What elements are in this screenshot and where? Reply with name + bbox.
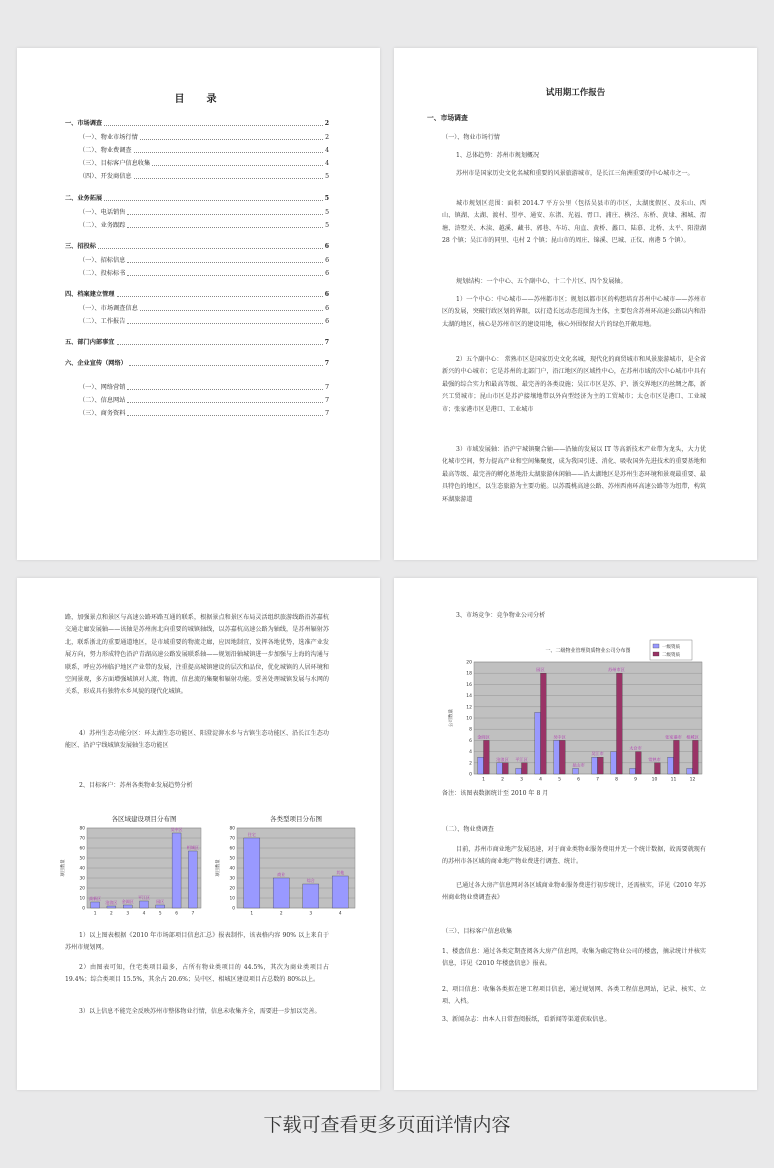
paragraph: 城市规划区范围：面积 2014.7 平方公里（包括吴县市的市区，太湖度假区、及东山、西山、镇湖、太湖、渡村、望亭、通安、东渚、光福、胥口、浦庄、横泾、东桥、黄埭、湘城、渭塘、浒墅关、木渎、越溪、藏书、郭巷、车坊、甪直、黄桥、蠡口、陆慕、北桥、太平、阳澄湖 28 个镇；吴江市的同里、屯村 2 个镇；昆山市的周庄、锦溪、巴城、正仪、南港 5 个镇）。	[442, 200, 706, 245]
toc-entry[interactable]	[79, 382, 329, 391]
toc-entry[interactable]	[65, 241, 329, 250]
toc-entry[interactable]	[65, 193, 329, 202]
topic-heading: 1、总体趋势：苏州市规划概况	[456, 152, 540, 159]
chart-bar	[573, 768, 579, 774]
x-tick-label: 10	[651, 777, 658, 783]
x-tick-label: 1	[93, 911, 97, 917]
toc-leader-dots	[117, 344, 323, 345]
toc-page-number: 5	[324, 195, 329, 202]
toc-leader-dots	[127, 389, 323, 390]
toc-entry[interactable]	[79, 171, 329, 180]
section-heading: 一、市场调查	[427, 114, 468, 122]
toc-entry-label: （四）、开发商信息	[79, 173, 132, 180]
page-three	[17, 578, 380, 1090]
toc-entry[interactable]	[79, 158, 329, 167]
y-axis-label: 项目数量	[216, 859, 221, 877]
chart-bar	[535, 712, 541, 774]
y-tick-label: 40	[79, 866, 85, 872]
data-label: 平江区	[138, 895, 150, 900]
data-label: 综合	[306, 878, 315, 883]
toc-page-number: 2	[325, 134, 329, 141]
data-label: 金阊区	[121, 899, 134, 904]
toc-entry[interactable]	[79, 220, 329, 229]
data-label: 沧浪区	[105, 900, 118, 905]
toc-entry-label: （二）、信息网站	[79, 397, 126, 404]
y-tick-label: 50	[229, 856, 235, 862]
page-table-of-contents	[17, 48, 380, 560]
paragraph: 2）由图表可知，住宅类项目最多，占所有物业类项目的 44.5%，其次为商业类项目占 19.4%；综合类项目 15.5%，其余占 20.6%；吴中区、相城区建设项目占总数的 80%以上。	[65, 964, 329, 984]
property-company-chart	[444, 638, 706, 788]
toc-entry-label: （一）、招标信息	[79, 257, 126, 264]
toc-page-number: 5	[325, 222, 329, 229]
y-tick-label: 0	[469, 772, 472, 778]
chart-title: 各类型项目分布图	[270, 815, 322, 823]
toc-leader-dots	[127, 214, 323, 215]
data-label: 园区	[156, 899, 165, 904]
toc-entry[interactable]	[65, 337, 329, 346]
toc-page-number: 6	[325, 305, 329, 312]
x-tick-label: 8	[615, 777, 618, 783]
toc-entry-label: （三）、商务资料	[79, 410, 126, 417]
toc-entry[interactable]	[65, 358, 329, 367]
toc-entry-label: （一）、物业市场行情	[79, 134, 138, 141]
toc-entry-label: 二、业务拓展	[65, 195, 103, 202]
chart-bar	[611, 752, 617, 774]
y-tick-label: 2	[469, 761, 472, 767]
x-tick-label: 11	[670, 777, 677, 783]
x-tick-label: 12	[689, 777, 696, 783]
y-tick-label: 18	[466, 671, 472, 677]
chart-bar	[303, 884, 319, 908]
y-tick-label: 80	[79, 826, 85, 832]
toc-entry[interactable]	[79, 408, 329, 417]
y-tick-label: 30	[229, 876, 235, 882]
toc-page-number: 6	[325, 318, 329, 325]
toc-entry-label: 四、档案建立管理	[65, 291, 115, 298]
x-tick-label: 4	[539, 777, 542, 783]
toc-leader-dots	[127, 323, 323, 324]
paragraph: 3）市域发展轴：沿沪宁城镇聚合轴——沿轴的发展以 IT 等高新技术产业带为龙头，大力优化城市空间，努力提高产业和空间集聚度，成为我国引进、消化、吸收国外先进技术的重要基地和最高等级、最完善的孵化基地沿太湖旅游休闲轴——沿太湖地区是苏州生态环境和景观最重要、最具特色的地区，以生态旅游为主要功能。以苏震桃高速公路、苏州西南环高速公路等为纽带，构筑环湖旅游道	[442, 446, 706, 503]
legend-label: 二级资质	[662, 653, 680, 658]
y-tick-label: 40	[229, 866, 235, 872]
download-more-prompt[interactable]: 下载可查看更多页面详情内容	[263, 1114, 511, 1136]
toc-entry[interactable]	[79, 303, 329, 312]
x-tick-label: 3	[309, 911, 313, 917]
toc-entry-label: 一、市场调查	[65, 120, 103, 127]
paragraph: 目前，苏州市商业地产发展迅速，对于商业类物业服务费用并无一个统计数据，故需要就现有的苏州市各区域的商业地产物业费进行调查、统计。	[442, 846, 706, 866]
toc-title: 目 录	[174, 94, 223, 105]
toc-page-number: 4	[325, 147, 329, 154]
toc-entry[interactable]	[79, 132, 329, 141]
toc-entry[interactable]	[79, 316, 329, 325]
toc-entry-label: （一）、网络营销	[79, 384, 126, 391]
toc-leader-dots	[127, 227, 323, 228]
paragraph: 1、楼盘信息：通过各类定期查阅各大房产信息网，收集为确定物业公司的楼盘，摘录统计并核实信息，详见《2010 年楼盘信息》报表。	[442, 948, 706, 968]
chart-bar	[332, 876, 348, 908]
y-tick-label: 10	[79, 896, 85, 902]
data-label: 沧浪区	[496, 756, 509, 762]
toc-page-number: 7	[324, 360, 329, 367]
toc-leader-dots	[104, 125, 323, 126]
chart-bar	[674, 740, 680, 774]
data-label: 平江区	[515, 756, 528, 762]
x-tick-label: 2	[501, 777, 504, 783]
chart-bar	[140, 901, 149, 908]
toc-entry-label: （一）、电话销售	[79, 209, 126, 216]
data-label: 昆山市	[572, 762, 585, 768]
toc-leader-dots	[140, 139, 323, 140]
y-tick-label: 4	[469, 750, 472, 756]
chart-bar	[636, 752, 642, 774]
x-tick-label: 5	[158, 911, 162, 917]
toc-entry[interactable]	[79, 255, 329, 264]
data-label: 园区	[536, 667, 545, 673]
toc-leader-dots	[134, 152, 323, 153]
data-label: 商业	[277, 872, 286, 877]
toc-page-number: 7	[325, 384, 329, 391]
x-tick-label: 1	[250, 911, 254, 917]
toc-page-number: 7	[325, 397, 329, 404]
paragraph: 1）一个中心：中心城市——苏州都市区；规划以都市区的构想培育苏州中心城市——苏州市区的发展，突破行政区划的界限，以打造长远动态范围为主体，主要包含苏州环高速公路以内和沿太湖的地区，核心是苏州市区的建设用地，核心外围保留大片的绿色开敞用地。	[442, 296, 706, 328]
y-tick-label: 20	[229, 886, 235, 892]
toc-entry-label: （二）、物业费调查	[79, 147, 132, 154]
toc-entry-label: （二）、业务跟踪	[79, 222, 126, 229]
x-tick-label: 6	[175, 911, 178, 917]
toc-page-number: 6	[325, 257, 329, 264]
y-tick-label: 80	[229, 826, 235, 832]
chart-bar	[503, 763, 509, 774]
type-project-chart	[213, 810, 363, 920]
toc-leader-dots	[134, 178, 323, 179]
x-tick-label: 9	[634, 777, 637, 783]
chart-bar	[478, 757, 484, 774]
legend-swatch	[653, 652, 659, 656]
paragraph: 规划结构：一个中心、五个副中心、十二个片区、四个发展轴。	[456, 278, 627, 285]
toc-entry-label: 六、企业宣传（网络）	[65, 360, 127, 367]
y-tick-label: 12	[466, 705, 472, 711]
y-tick-label: 50	[79, 856, 85, 862]
data-label: 金阊区	[477, 734, 490, 740]
paragraph: 3）以上信息不能完全反映苏州市整体物业行情，信息未收集齐全，需要进一步加以完善。	[79, 1008, 321, 1015]
toc-page-number: 6	[324, 291, 329, 298]
toc-leader-dots	[127, 402, 323, 403]
toc-page-number: 5	[325, 209, 329, 216]
toc-leader-dots	[140, 310, 323, 311]
y-tick-label: 10	[229, 896, 235, 902]
chart-bar	[560, 740, 566, 774]
chart-bar	[188, 851, 197, 908]
toc-page-number: 5	[325, 173, 329, 180]
district-project-chart	[57, 810, 207, 920]
paragraph: 2）五个副中心： 常熟市区是国家历史文化名城，现代化的商贸城市和风景旅游城市，是全省新兴的中心城市；它是苏州的北部门户，沿江地区的区域性中心，在苏州市域的次中心城市中具有最强的综合实力和最高等级、最完善的各类设施；吴江市区是苏、沪、浙交界地区的丝绸之都，新兴工贸城市；昆山市区是苏沪接壤地带以外向型经济为主的工贸城市；太仓市区是港口、工业城市；张家港市区是港口、工业城市	[442, 356, 706, 413]
y-tick-label: 10	[466, 716, 472, 722]
chart-bar	[91, 902, 100, 908]
data-label: 常熟市	[648, 756, 661, 762]
x-tick-label: 2	[279, 911, 283, 917]
y-tick-label: 20	[79, 886, 85, 892]
paragraph: 3、新闻杂志：由本人日常查阅报纸，看新闻等渠道获取信息。	[442, 1016, 611, 1023]
chart-bar	[107, 906, 116, 908]
toc-leader-dots	[98, 248, 323, 249]
paragraph: 2、项目信息：收集各类拟在建工程项目信息，通过规划网、各类工程信息网站，记录、核实、立项、入档。	[442, 986, 706, 1006]
paragraph: 已通过各大房产信息网对各区域商业物业服务费进行初步统计，还需核实，详见《2010 年苏州商业物业费调查表》	[442, 882, 706, 902]
chart-title: 各区域建设项目分布图	[111, 815, 177, 823]
toc-leader-dots	[127, 415, 323, 416]
x-tick-label: 6	[577, 777, 580, 783]
chart-bar	[592, 757, 598, 774]
report-title: 试用期工作报告	[545, 88, 606, 98]
chart-bar	[484, 740, 490, 774]
toc-entry-label: 三、招投标	[65, 243, 96, 250]
page-work-report	[394, 48, 757, 560]
x-tick-label: 3	[126, 911, 130, 917]
x-tick-label: 3	[520, 777, 523, 783]
x-tick-label: 1	[482, 777, 485, 783]
toc-entry[interactable]	[79, 268, 329, 277]
toc-page-number: 6	[324, 243, 329, 250]
chart-bar	[123, 905, 132, 908]
toc-leader-dots	[129, 365, 323, 366]
chart-bar	[522, 763, 528, 774]
chart-bar	[273, 878, 289, 908]
toc-entry-label: （二）、投标标书	[79, 270, 126, 277]
y-tick-label: 60	[79, 846, 85, 852]
data-label: 相城区	[186, 845, 199, 850]
chart-bar	[655, 763, 661, 774]
y-tick-label: 70	[229, 836, 235, 842]
data-label: 吴中区	[170, 827, 183, 832]
paragraph: 1）以上图表根据《2010 年市场部项目信息汇总》报表制作，该表格内容 90% 以上来自于苏州市规划网。	[65, 932, 329, 952]
chart-bar	[156, 905, 165, 908]
y-tick-label: 14	[466, 694, 472, 700]
paragraph: 4）苏州生态功能分区：环太湖生态功能区、阳澄淀泖水乡与古镇生态功能区、沿长江生态功能区、沿沪宁线城镇发展轴生态功能区	[65, 730, 329, 750]
toc-entry-label: 五、部门内部事宜	[65, 339, 115, 346]
x-tick-label: 4	[142, 911, 146, 917]
topic-heading: 2、目标客户：苏州各类物业发展趋势分析	[79, 782, 193, 789]
toc-page-number: 4	[325, 160, 329, 167]
y-tick-label: 60	[229, 846, 235, 852]
y-tick-label: 20	[466, 660, 472, 666]
toc-entry[interactable]	[65, 289, 329, 298]
page-four	[394, 578, 757, 1090]
chart-bar	[541, 673, 547, 774]
x-tick-label: 7	[596, 777, 599, 783]
x-tick-label: 7	[191, 911, 195, 917]
chart-bar	[630, 768, 636, 774]
toc-entry-label: （一）、市场调查信息	[79, 305, 138, 312]
toc-leader-dots	[152, 165, 323, 166]
chart-bar	[617, 673, 623, 774]
y-tick-label: 0	[232, 906, 235, 912]
toc-page-number: 2	[324, 120, 329, 127]
y-tick-label: 0	[82, 906, 85, 912]
chart-bar	[516, 768, 522, 774]
y-axis-label: 公司数量	[449, 709, 454, 727]
x-tick-label: 4	[338, 911, 342, 917]
chart-bar	[598, 757, 604, 774]
toc-leader-dots	[104, 200, 323, 201]
toc-leader-dots	[127, 275, 323, 276]
chart-bar	[668, 757, 674, 774]
legend-label: 一级资质	[662, 645, 680, 650]
y-tick-label: 70	[79, 836, 85, 842]
chart-bar	[687, 768, 693, 774]
topic-heading: 3、市场竞争：竞争物业公司分析	[456, 612, 546, 619]
paragraph: 苏州市是国家历史文化名城和重要的风景旅游城市，是长江三角洲重要的中心城市之一。	[456, 170, 694, 177]
toc-entry[interactable]	[79, 207, 329, 216]
toc-entry[interactable]	[79, 145, 329, 154]
toc-leader-dots	[117, 296, 323, 297]
legend-swatch	[653, 644, 659, 648]
chart-bar	[497, 763, 503, 774]
chart-bar	[693, 740, 699, 774]
chart-bar	[172, 833, 181, 908]
y-tick-label: 30	[79, 876, 85, 882]
y-tick-label: 6	[469, 738, 472, 744]
toc-entry-label: （二）、工作报告	[79, 318, 126, 325]
subsection-heading: （一）、物业市场行情	[442, 134, 500, 141]
data-label: 吴江市	[591, 751, 604, 757]
toc-entry[interactable]	[65, 118, 329, 127]
subsection-heading: （二）、物业费调查	[442, 826, 494, 833]
data-label: 太仓市	[629, 745, 642, 751]
toc-leader-dots	[127, 262, 323, 263]
x-tick-label: 5	[558, 777, 561, 783]
x-tick-label: 2	[110, 911, 113, 917]
y-axis-label: 项目数量	[61, 859, 66, 877]
y-tick-label: 16	[466, 682, 472, 688]
data-label: 其他	[336, 870, 345, 875]
toc-page-number: 6	[325, 270, 329, 277]
toc-page-number: 7	[325, 410, 329, 417]
data-label: 苏州市区	[608, 667, 625, 673]
subsection-heading: （三）、目标客户信息收集	[442, 928, 513, 935]
chart-legend	[650, 640, 692, 660]
toc-entry[interactable]	[79, 395, 329, 404]
toc-entry-label: （三）、目标客户信息收集	[79, 160, 151, 167]
chart-bar	[554, 740, 560, 774]
y-tick-label: 8	[469, 727, 472, 733]
data-label: 张家港市	[665, 734, 682, 740]
data-label: 相城区	[686, 734, 699, 740]
chart-title: 一、二级物业管理资质物业公司分布图	[545, 648, 631, 654]
toc-page-number: 7	[324, 339, 329, 346]
data-label: 住宅	[247, 832, 256, 837]
paragraph: 路，加强景点和景区与高速公路环路互通的联系，根据景点和景区布局灵活组织旅游线路沿苏嘉杭交通走廊发展轴——该轴是苏州南北向重要的城镇轴线，以苏嘉杭高速公路为轴线，是苏州辐射苏北，联系浙北的重要通道地区，是市域重要的物流走廊，应因地制宜，发挥各地优势，选准产业发展方向，努力形成特色沿沪青湖高速公路发展联系轴——规划沿轴城镇进一步加强与上海的沟通与联系，呼应苏州临沪地区产业带的发展，注重提高城镇建设的层次和品位，优化城镇的人居环境和空间景观，多方面增强城镇对人流、物流、信息流的集聚和辐射功能。妥善处理城镇发展与水网的关系，形成具有独特水乡风貌的现代化城镇。	[65, 614, 329, 696]
data-label: 吴中区	[553, 734, 566, 740]
chart-note: 备注：该图表数据统计至 2010 年 8 月	[442, 790, 549, 797]
chart-bar	[244, 838, 260, 908]
data-label: 高新区	[89, 896, 102, 901]
